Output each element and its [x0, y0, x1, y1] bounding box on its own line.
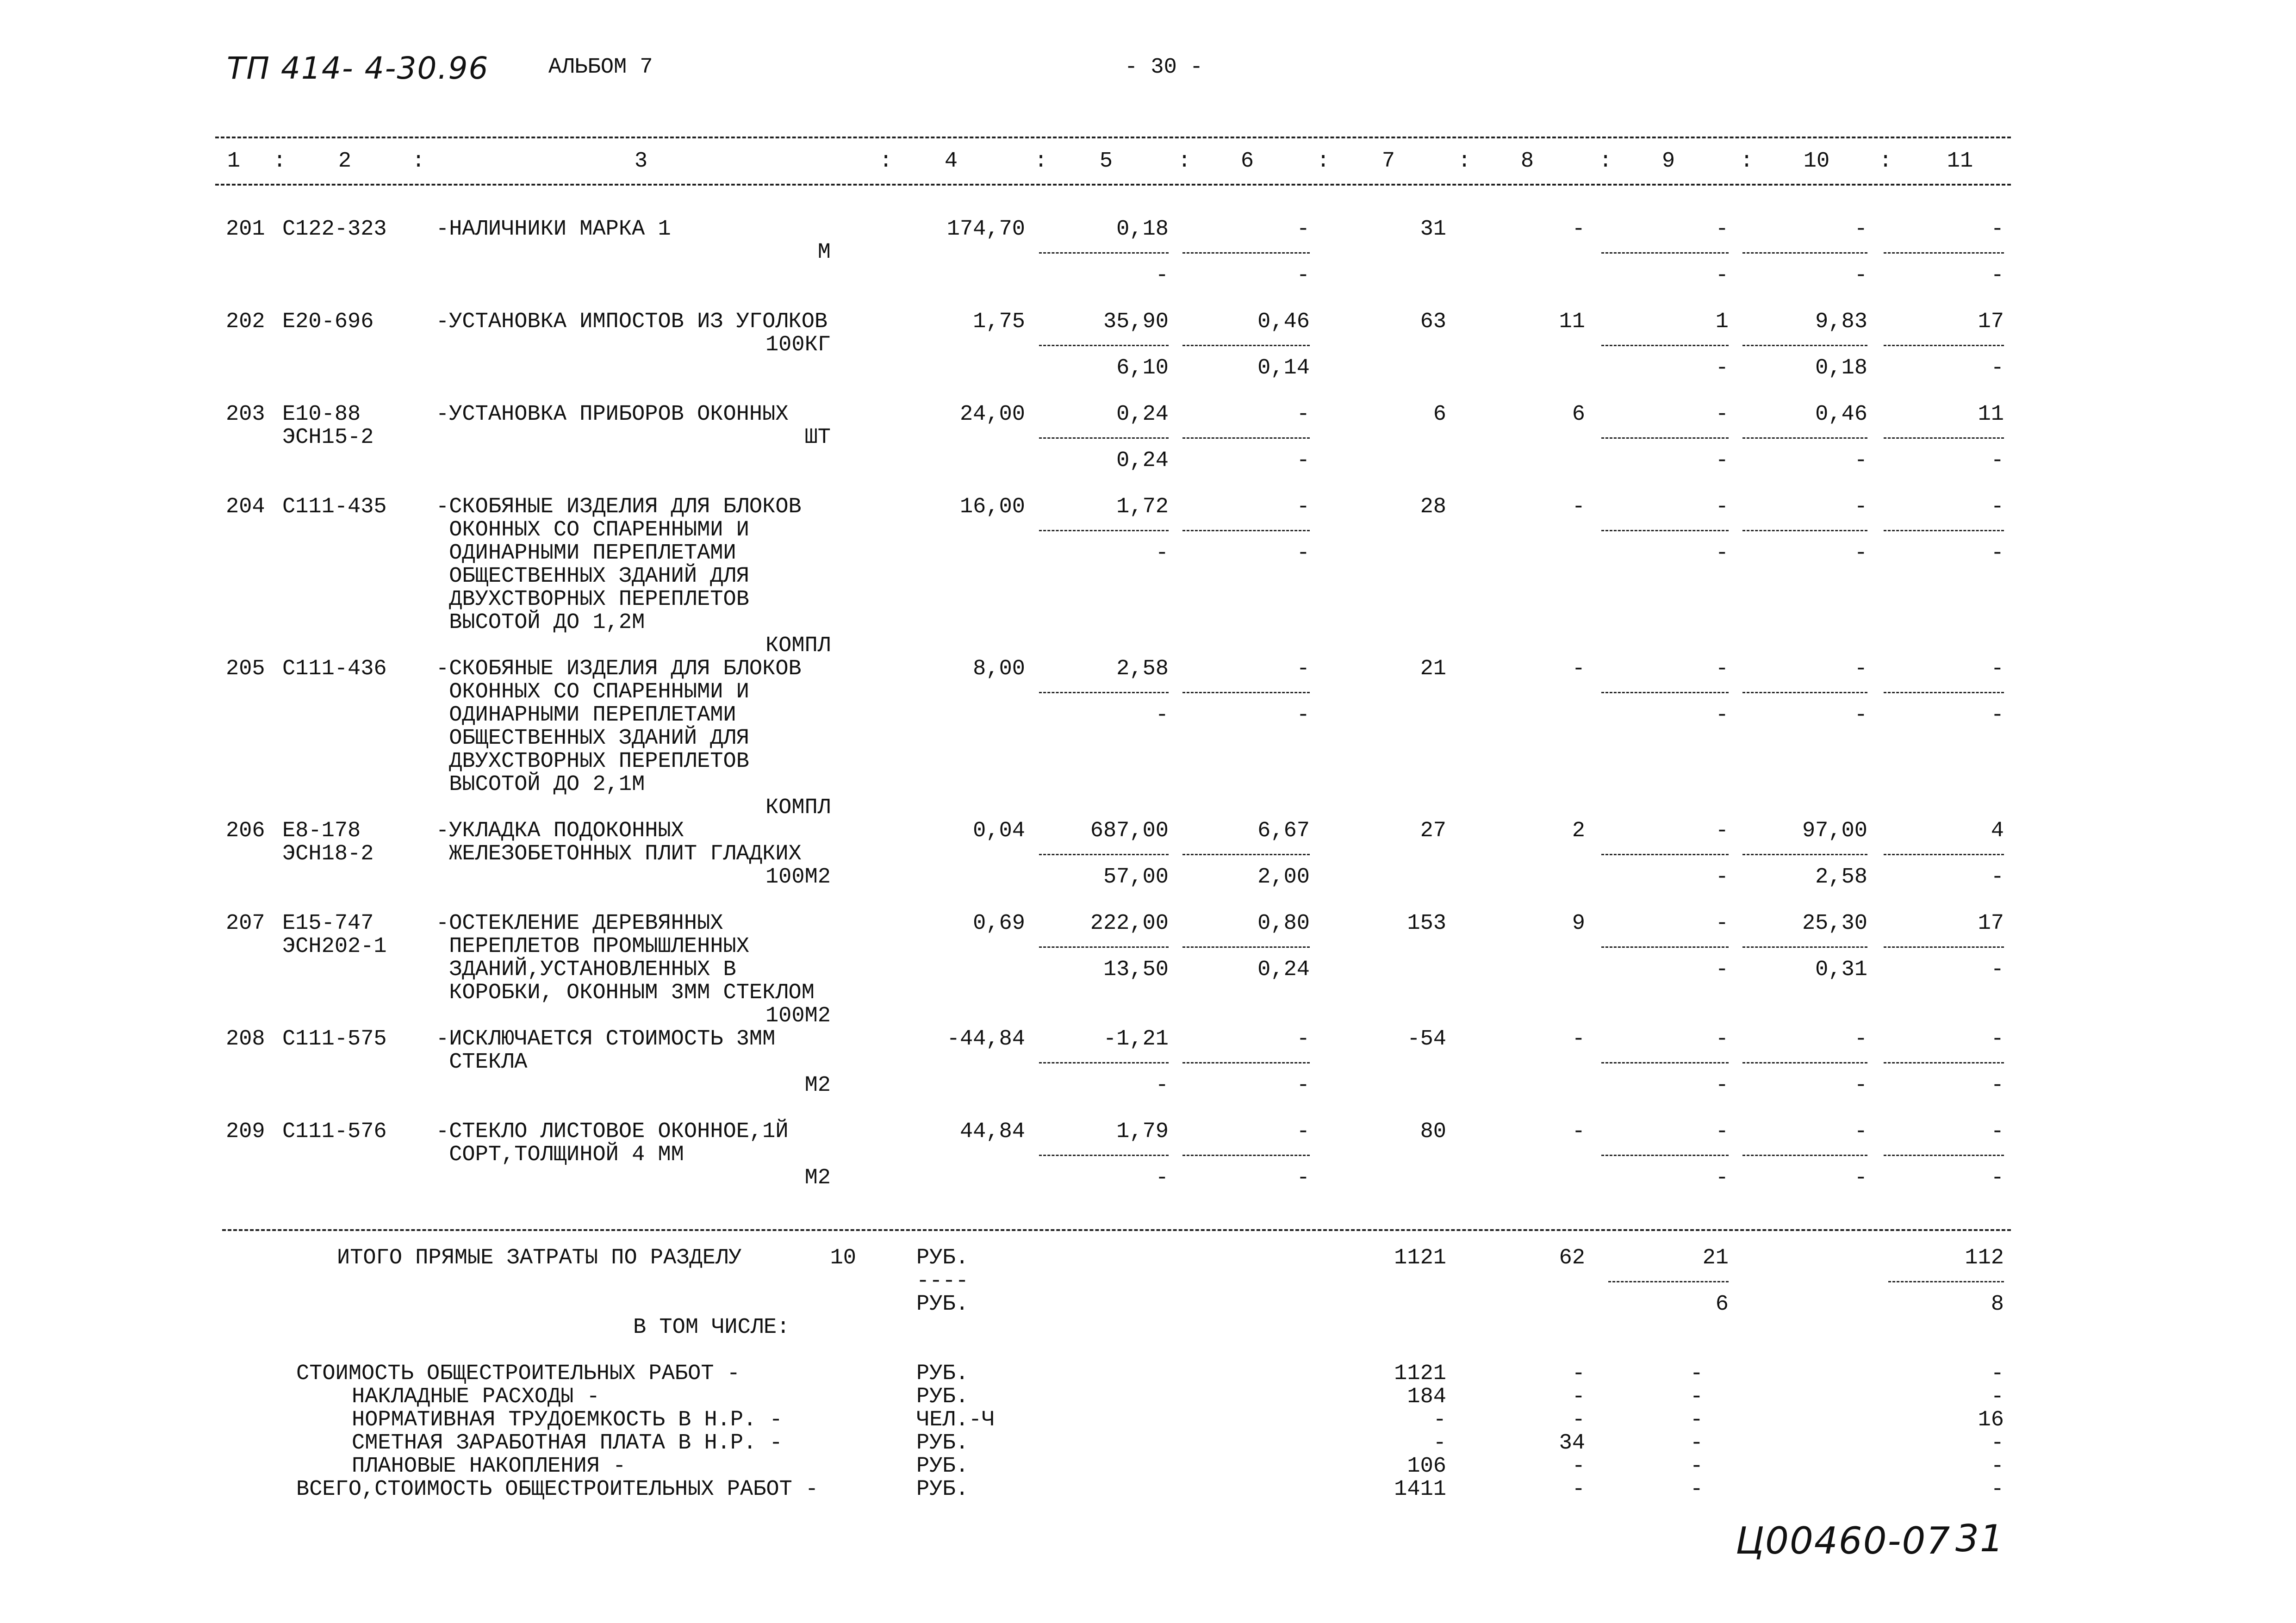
- machine-cost-sub: -: [1296, 1166, 1310, 1190]
- work-description: ДВУХСТВОРНЫХ ПЕРЕПЛЕТОВ: [436, 749, 749, 774]
- labor-norm: -: [1854, 1027, 1867, 1051]
- including-label: В ТОМ ЧИСЛЕ:: [633, 1315, 790, 1340]
- total-cost: 31: [1420, 217, 1446, 242]
- column-number-2: 2: [338, 149, 352, 174]
- unit-of-measure: КОМПЛ: [765, 796, 831, 820]
- unit-cost-sub: -: [1155, 1073, 1169, 1098]
- row-number: 202: [226, 310, 265, 334]
- sub-rule-c11: [1884, 854, 2004, 855]
- totals-labor-sub: 8: [1991, 1292, 2004, 1317]
- work-description: ОДИНАРНЫМИ ПЕРЕПЛЕТАМИ: [436, 541, 736, 566]
- work-description: ВЫСОТОЙ ДО 1,2М: [436, 610, 645, 635]
- summary-label: НОРМАТИВНАЯ ТРУДОЕМКОСТЬ В Н.Р. -: [352, 1408, 783, 1432]
- sub-rule-c9: [1601, 345, 1729, 346]
- labor-total: -: [1991, 217, 2004, 242]
- unit-cost-sub: 0,24: [1116, 448, 1169, 473]
- work-description: -ОСТЕКЛЕНИЕ ДЕРЕВЯННЫХ: [436, 911, 723, 936]
- labor-total-sub: -: [1991, 263, 2004, 288]
- machine-cost: 0,46: [1257, 310, 1310, 334]
- labor-total: -: [1991, 1027, 2004, 1051]
- unit-cost-sub: -: [1155, 703, 1169, 728]
- summary-wages: 34: [1559, 1431, 1585, 1455]
- labor-total: 17: [1978, 310, 2004, 334]
- summary-total-cost: -: [1433, 1408, 1446, 1432]
- work-description: -СКОБЯНЫЕ ИЗДЕЛИЯ ДЛЯ БЛОКОВ: [436, 495, 802, 519]
- labor-norm-sub: 2,58: [1815, 865, 1867, 889]
- summary-machine: -: [1690, 1477, 1703, 1502]
- totals-unit-2: РУБ.: [916, 1292, 969, 1317]
- summary-label: НАКЛАДНЫЕ РАСХОДЫ -: [352, 1385, 600, 1409]
- page-number: - 30 -: [1125, 55, 1203, 80]
- totals-sub-rule-c11: [1888, 1281, 2004, 1282]
- column-number-1: 1: [227, 149, 241, 174]
- sub-rule-c6: [1182, 252, 1310, 254]
- work-description: КОРОБКИ, ОКОННЫМ 3ММ СТЕКЛОМ: [436, 981, 815, 1005]
- summary-unit: РУБ.: [916, 1477, 969, 1502]
- sub-rule-c10: [1742, 345, 1867, 346]
- machine-total-sub: -: [1715, 703, 1729, 728]
- labor-total-sub: -: [1991, 1073, 2004, 1098]
- summary-wages: -: [1572, 1454, 1585, 1479]
- unit-cost: 687,00: [1090, 819, 1169, 843]
- machine-cost-sub: -: [1296, 703, 1310, 728]
- machine-total-sub: -: [1715, 263, 1729, 288]
- labor-norm: -: [1854, 495, 1867, 519]
- row-number: 203: [226, 402, 265, 427]
- row-number: 205: [226, 657, 265, 681]
- sub-rule-c10: [1742, 437, 1867, 439]
- work-description: СОРТ,ТОЛЩИНОЙ 4 ММ: [436, 1143, 684, 1167]
- machine-total: 1: [1715, 310, 1729, 334]
- totals-sub-rule-c9: [1608, 1281, 1729, 1282]
- summary-unit: ЧЕЛ.-Ч: [916, 1408, 995, 1432]
- resource-code: ЭСН18-2: [282, 842, 374, 866]
- sub-rule-c10: [1742, 946, 1867, 948]
- work-description: -УСТАНОВКА ИМПОСТОВ ИЗ УГОЛКОВ: [436, 310, 828, 334]
- sub-rule-c9: [1601, 946, 1729, 948]
- unit-of-measure: КОМПЛ: [765, 634, 831, 658]
- machine-total: -: [1715, 217, 1729, 242]
- work-description: СТЕКЛА: [436, 1050, 528, 1075]
- column-number-8: 8: [1520, 149, 1534, 174]
- resource-code: ЭСН202-1: [282, 934, 387, 959]
- summary-labor: 16: [1978, 1408, 2004, 1432]
- summary-label: ПЛАНОВЫЕ НАКОПЛЕНИЯ -: [352, 1454, 626, 1479]
- machine-total: -: [1715, 819, 1729, 843]
- sheet-number: 31: [1955, 1517, 2004, 1560]
- work-description: ПЕРЕПЛЕТОВ ПРОМЫШЛЕННЫХ: [436, 934, 749, 959]
- machine-cost: -: [1296, 217, 1310, 242]
- summary-total-cost: 1121: [1394, 1362, 1446, 1386]
- labor-norm: -: [1854, 1119, 1867, 1144]
- totals-total-cost: 1121: [1394, 1246, 1446, 1270]
- resource-code: Е15-747: [282, 911, 374, 936]
- unit-cost-sub: 13,50: [1103, 958, 1169, 982]
- unit-cost: 1,72: [1116, 495, 1169, 519]
- total-cost: -54: [1407, 1027, 1446, 1051]
- machine-total: -: [1715, 1119, 1729, 1144]
- summary-total-cost: 184: [1407, 1385, 1446, 1409]
- sub-rule-c10: [1742, 530, 1867, 531]
- total-cost: 63: [1420, 310, 1446, 334]
- labor-total-sub: -: [1991, 703, 2004, 728]
- work-description: -УКЛАДКА ПОДОКОННЫХ: [436, 819, 684, 843]
- work-description: ОКОННЫХ СО СПАРЕННЫМИ И: [436, 518, 749, 542]
- sub-rule-c9: [1601, 530, 1729, 531]
- summary-unit: РУБ.: [916, 1431, 969, 1455]
- machine-total: -: [1715, 911, 1729, 936]
- summary-unit: РУБ.: [916, 1454, 969, 1479]
- sub-rule-c9: [1601, 1062, 1729, 1063]
- summary-labor: -: [1991, 1362, 2004, 1386]
- total-cost: 80: [1420, 1119, 1446, 1144]
- wages-cost: 6: [1572, 402, 1585, 427]
- labor-total-sub: -: [1991, 1166, 2004, 1190]
- machine-total: -: [1715, 402, 1729, 427]
- sub-rule-c11: [1884, 1062, 2004, 1063]
- sub-rule-c11: [1884, 252, 2004, 254]
- column-number-10: 10: [1803, 149, 1830, 174]
- labor-norm-sub: 0,31: [1815, 958, 1867, 982]
- unit-of-measure: 100М2: [765, 865, 831, 889]
- labor-norm: -: [1854, 657, 1867, 681]
- labor-norm-sub: -: [1854, 703, 1867, 728]
- header-rule-top: [215, 137, 2011, 138]
- totals-labor: 112: [1965, 1246, 2004, 1270]
- column-separator: :: [1178, 149, 1191, 174]
- labor-norm-sub: -: [1854, 1166, 1867, 1190]
- unit-of-measure: М2: [804, 1073, 831, 1098]
- work-description: -УСТАНОВКА ПРИБОРОВ ОКОННЫХ: [436, 402, 789, 427]
- labor-total-sub: -: [1991, 865, 2004, 889]
- summary-machine: -: [1690, 1454, 1703, 1479]
- work-description: -СТЕКЛО ЛИСТОВОЕ ОКОННОЕ,1Й: [436, 1119, 789, 1144]
- machine-cost: -: [1296, 495, 1310, 519]
- machine-cost-sub: -: [1296, 263, 1310, 288]
- summary-wages: -: [1572, 1362, 1585, 1386]
- column-separator: :: [1034, 149, 1048, 174]
- unit-cost: 1,79: [1116, 1119, 1169, 1144]
- sub-rule-c9: [1601, 854, 1729, 855]
- labor-norm: 9,83: [1815, 310, 1867, 334]
- total-cost: 153: [1407, 911, 1446, 936]
- machine-cost: 6,67: [1257, 819, 1310, 843]
- sub-rule-c6: [1182, 854, 1310, 855]
- totals-unit: РУБ.: [916, 1246, 969, 1270]
- resource-code: С111-576: [282, 1119, 387, 1144]
- labor-norm-sub: -: [1854, 541, 1867, 566]
- machine-total: -: [1715, 1027, 1729, 1051]
- unit-cost: 2,58: [1116, 657, 1169, 681]
- machine-total-sub: -: [1715, 865, 1729, 889]
- unit-of-measure: 100М2: [765, 1004, 831, 1028]
- summary-labor: -: [1991, 1477, 2004, 1502]
- sub-rule-c5: [1039, 1155, 1169, 1156]
- sub-rule-c10: [1742, 252, 1867, 254]
- resource-code: С111-436: [282, 657, 387, 681]
- labor-total: -: [1991, 1119, 2004, 1144]
- work-description: -СКОБЯНЫЕ ИЗДЕЛИЯ ДЛЯ БЛОКОВ: [436, 657, 802, 681]
- machine-total-sub: -: [1715, 541, 1729, 566]
- column-number-6: 6: [1240, 149, 1254, 174]
- sub-rule-c10: [1742, 692, 1867, 693]
- machine-total-sub: -: [1715, 1073, 1729, 1098]
- machine-cost: -: [1296, 1027, 1310, 1051]
- wages-cost: -: [1572, 495, 1585, 519]
- labor-norm-sub: 0,18: [1815, 356, 1867, 380]
- quantity-value: 16,00: [959, 495, 1025, 519]
- column-separator: :: [1879, 149, 1892, 174]
- labor-total-sub: -: [1991, 958, 2004, 982]
- quantity-value: 0,04: [973, 819, 1025, 843]
- wages-cost: 9: [1572, 911, 1585, 936]
- work-description: ОБЩЕСТВЕННЫХ ЗДАНИЙ ДЛЯ: [436, 726, 749, 751]
- sub-rule-c11: [1884, 530, 2004, 531]
- unit-cost: -1,21: [1103, 1027, 1169, 1051]
- machine-cost-sub: -: [1296, 448, 1310, 473]
- totals-rule: [222, 1229, 2011, 1231]
- unit-cost-sub: -: [1155, 1166, 1169, 1190]
- summary-label: СМЕТНАЯ ЗАРАБОТНАЯ ПЛАТА В Н.Р. -: [352, 1431, 783, 1455]
- sub-rule-c11: [1884, 437, 2004, 439]
- unit-of-measure: 100КГ: [765, 333, 831, 357]
- machine-cost-sub: 2,00: [1257, 865, 1310, 889]
- wages-cost: -: [1572, 217, 1585, 242]
- work-description: ОКОННЫХ СО СПАРЕННЫМИ И: [436, 680, 749, 704]
- machine-cost-sub: -: [1296, 1073, 1310, 1098]
- row-number: 204: [226, 495, 265, 519]
- summary-total-cost: -: [1433, 1431, 1446, 1455]
- work-description: ЖЕЛЕЗОБЕТОННЫХ ПЛИТ ГЛАДКИХ: [436, 842, 802, 866]
- unit-of-measure: М: [817, 240, 831, 265]
- totals-machine: 21: [1702, 1246, 1729, 1270]
- unit-cost: 0,24: [1116, 402, 1169, 427]
- labor-norm: 97,00: [1802, 819, 1867, 843]
- labor-total-sub: -: [1991, 541, 2004, 566]
- machine-total: -: [1715, 495, 1729, 519]
- unit-cost: 0,18: [1116, 217, 1169, 242]
- unit-cost-sub: -: [1155, 541, 1169, 566]
- row-number: 207: [226, 911, 265, 936]
- labor-norm: 0,46: [1815, 402, 1867, 427]
- unit-cost-sub: 57,00: [1103, 865, 1169, 889]
- sub-rule-c9: [1601, 1155, 1729, 1156]
- quantity-value: -44,84: [946, 1027, 1025, 1051]
- wages-cost: -: [1572, 1119, 1585, 1144]
- summary-wages: -: [1572, 1385, 1585, 1409]
- wages-cost: -: [1572, 1027, 1585, 1051]
- work-description: -ИСКЛЮЧАЕТСЯ СТОИМОСТЬ 3ММ: [436, 1027, 776, 1051]
- sub-rule-c5: [1039, 1062, 1169, 1063]
- sub-rule-c5: [1039, 946, 1169, 948]
- resource-code: Е8-178: [282, 819, 361, 843]
- machine-cost-sub: 0,14: [1257, 356, 1310, 380]
- machine-total-sub: -: [1715, 448, 1729, 473]
- summary-unit: РУБ.: [916, 1362, 969, 1386]
- wages-cost: 2: [1572, 819, 1585, 843]
- total-cost: 21: [1420, 657, 1446, 681]
- labor-norm: -: [1854, 217, 1867, 242]
- work-description: ОДИНАРНЫМИ ПЕРЕПЛЕТАМИ: [436, 703, 736, 728]
- archive-stamp: Ц00460-07: [1736, 1519, 1951, 1562]
- sub-rule-c11: [1884, 946, 2004, 948]
- header-rule-bottom: [215, 184, 2011, 186]
- machine-cost: -: [1296, 1119, 1310, 1144]
- unit-cost: 222,00: [1090, 911, 1169, 936]
- sub-rule-c10: [1742, 1062, 1867, 1063]
- row-number: 201: [226, 217, 265, 242]
- unit-of-measure: М2: [804, 1166, 831, 1190]
- unit-of-measure: ШТ: [804, 425, 831, 450]
- labor-norm-sub: -: [1854, 263, 1867, 288]
- sub-rule-c6: [1182, 437, 1310, 439]
- sub-rule-c11: [1884, 692, 2004, 693]
- column-number-7: 7: [1381, 149, 1395, 174]
- column-separator: :: [412, 149, 425, 174]
- row-number: 208: [226, 1027, 265, 1051]
- summary-machine: -: [1690, 1431, 1703, 1455]
- summary-wages: -: [1572, 1408, 1585, 1432]
- summary-total-cost: 106: [1407, 1454, 1446, 1479]
- machine-total-sub: -: [1715, 356, 1729, 380]
- machine-cost: -: [1296, 657, 1310, 681]
- totals-label: ИТОГО ПРЯМЫЕ ЗАТРАТЫ ПО РАЗДЕЛУ: [337, 1246, 742, 1270]
- machine-total-sub: -: [1715, 1166, 1729, 1190]
- sub-rule-c6: [1182, 1062, 1310, 1063]
- summary-label: ВСЕГО,СТОИМОСТЬ ОБЩЕСТРОИТЕЛЬНЫХ РАБОТ -: [296, 1477, 819, 1502]
- sub-rule-c9: [1601, 692, 1729, 693]
- column-separator: :: [1599, 149, 1612, 174]
- quantity-value: 1,75: [973, 310, 1025, 334]
- sub-rule-c5: [1039, 854, 1169, 855]
- column-number-5: 5: [1099, 149, 1113, 174]
- machine-cost: 0,80: [1257, 911, 1310, 936]
- unit-cost: 35,90: [1103, 310, 1169, 334]
- column-number-9: 9: [1661, 149, 1675, 174]
- sub-rule-c11: [1884, 345, 2004, 346]
- labor-total: -: [1991, 657, 2004, 681]
- machine-total: -: [1715, 657, 1729, 681]
- quantity-value: 0,69: [973, 911, 1025, 936]
- totals-unit-rule: ----: [916, 1269, 969, 1293]
- sub-rule-c11: [1884, 1155, 2004, 1156]
- work-description: ДВУХСТВОРНЫХ ПЕРЕПЛЕТОВ: [436, 587, 749, 612]
- sub-rule-c5: [1039, 530, 1169, 531]
- summary-labor: -: [1991, 1431, 2004, 1455]
- totals-machine-sub: 6: [1715, 1292, 1729, 1317]
- totals-wages: 62: [1559, 1246, 1585, 1270]
- resource-code: С111-575: [282, 1027, 387, 1051]
- summary-machine: -: [1690, 1385, 1703, 1409]
- column-separator: :: [1740, 149, 1754, 174]
- column-separator: :: [1458, 149, 1471, 174]
- labor-total: 17: [1978, 911, 2004, 936]
- sub-rule-c9: [1601, 252, 1729, 254]
- sub-rule-c6: [1182, 946, 1310, 948]
- sub-rule-c5: [1039, 252, 1169, 254]
- work-description: ОБЩЕСТВЕННЫХ ЗДАНИЙ ДЛЯ: [436, 564, 749, 589]
- machine-cost-sub: -: [1296, 541, 1310, 566]
- wages-cost: 11: [1559, 310, 1585, 334]
- resource-code: Е20-696: [282, 310, 374, 334]
- unit-cost-sub: 6,10: [1116, 356, 1169, 380]
- sub-rule-c5: [1039, 437, 1169, 439]
- machine-total-sub: -: [1715, 958, 1729, 982]
- labor-norm: 25,30: [1802, 911, 1867, 936]
- resource-code: С122-323: [282, 217, 387, 242]
- summary-total-cost: 1411: [1394, 1477, 1446, 1502]
- work-description: ЗДАНИЙ,УСТАНОВЛЕННЫХ В: [436, 958, 736, 982]
- sub-rule-c6: [1182, 345, 1310, 346]
- sub-rule-c9: [1601, 437, 1729, 439]
- total-cost: 27: [1420, 819, 1446, 843]
- summary-unit: РУБ.: [916, 1385, 969, 1409]
- summary-wages: -: [1572, 1477, 1585, 1502]
- column-number-4: 4: [944, 149, 958, 174]
- row-number: 209: [226, 1119, 265, 1144]
- summary-machine: -: [1690, 1408, 1703, 1432]
- sub-rule-c10: [1742, 1155, 1867, 1156]
- labor-total-sub: -: [1991, 356, 2004, 380]
- sub-rule-c5: [1039, 692, 1169, 693]
- resource-code: С111-435: [282, 495, 387, 519]
- column-number-3: 3: [634, 149, 648, 174]
- document-code: ТП 414- 4-30.96: [227, 50, 489, 86]
- row-number: 206: [226, 819, 265, 843]
- labor-total-sub: -: [1991, 448, 2004, 473]
- sub-rule-c6: [1182, 1155, 1310, 1156]
- column-separator: :: [1317, 149, 1330, 174]
- quantity-value: 44,84: [959, 1119, 1025, 1144]
- unit-cost-sub: -: [1155, 263, 1169, 288]
- machine-cost: -: [1296, 402, 1310, 427]
- work-description: -НАЛИЧНИКИ МАРКА 1: [436, 217, 671, 242]
- column-number-11: 11: [1947, 149, 1973, 174]
- sub-rule-c6: [1182, 692, 1310, 693]
- labor-total: -: [1991, 495, 2004, 519]
- quantity-value: 24,00: [959, 402, 1025, 427]
- total-cost: 28: [1420, 495, 1446, 519]
- summary-machine: -: [1690, 1362, 1703, 1386]
- quantity-value: 8,00: [973, 657, 1025, 681]
- total-cost: 6: [1433, 402, 1446, 427]
- summary-labor: -: [1991, 1385, 2004, 1409]
- sub-rule-c6: [1182, 530, 1310, 531]
- labor-total: 11: [1978, 402, 2004, 427]
- column-separator: :: [273, 149, 286, 174]
- column-separator: :: [879, 149, 893, 174]
- album-label: АЛЬБОМ 7: [548, 55, 653, 80]
- summary-label: СТОИМОСТЬ ОБЩЕСТРОИТЕЛЬНЫХ РАБОТ -: [296, 1362, 740, 1386]
- summary-labor: -: [1991, 1454, 2004, 1479]
- wages-cost: -: [1572, 657, 1585, 681]
- quantity-value: 174,70: [946, 217, 1025, 242]
- labor-norm-sub: -: [1854, 448, 1867, 473]
- sub-rule-c10: [1742, 854, 1867, 855]
- machine-cost-sub: 0,24: [1257, 958, 1310, 982]
- sub-rule-c5: [1039, 345, 1169, 346]
- totals-section: 10: [830, 1246, 856, 1270]
- work-description: ВЫСОТОЙ ДО 2,1М: [436, 772, 645, 797]
- labor-total: 4: [1991, 819, 2004, 843]
- resource-code: Е10-88: [282, 402, 361, 427]
- labor-norm-sub: -: [1854, 1073, 1867, 1098]
- resource-code: ЭСН15-2: [282, 425, 374, 450]
